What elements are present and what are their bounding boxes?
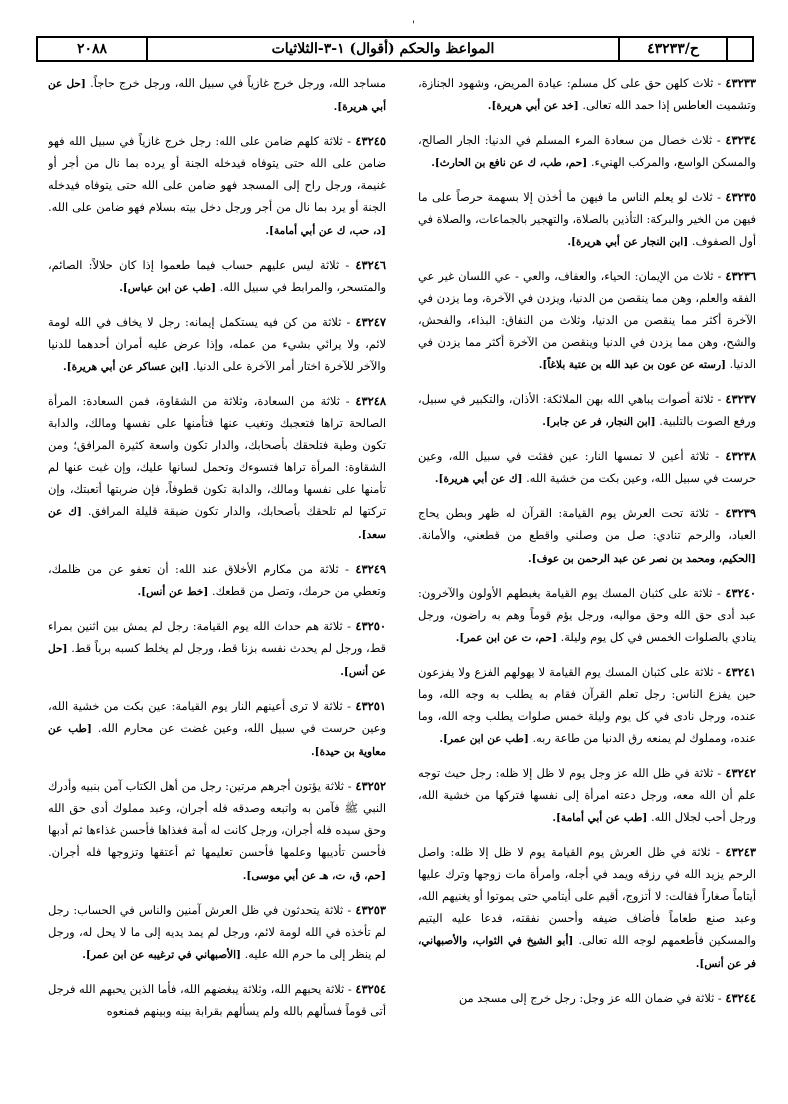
hadith-source: [ابن عساكر عن أبي هريرة]. [62,361,193,373]
hadith-number: ٤٣٢٥٠ [355,619,386,633]
hadith-source: [طب عن ابن عباس]. [119,282,220,294]
hadith-entry [48,558,386,603]
hadith-text: - ثلاثة في ظل الله عز وجل يوم لا ظل إلا ظله: رجل حيث توجه علم أن الله معه، ورجل دعته امرأة إلى نفسها فتركها من خشية الله، ورجل أحب لجلال الله. [418,766,756,824]
hadith-number: ٤٣٢٤٧ [355,315,386,329]
hadith-number: ٤٣٢٣٣ [725,76,756,90]
hadith-entry [418,388,756,433]
hadith-range: ح/٤٣٢٣٣ [620,38,728,60]
hadith-entry [48,390,386,546]
hadith-text: - ثلاث لو يعلم الناس ما فيهن ما أخذن إلا بسهمة حرصاً على ما فيهن من الخير والبركة: التأذين بالصلاة، والتهجير بالجماعات، والصلاة في أول الصفوف. [418,190,756,248]
hadith-source: [طب عن معاوية بن حيدة]. [48,723,386,758]
hadith-entry [48,130,386,242]
page-mark: ' [412,20,415,31]
hadith-number: ٤٣٢٤٥ [355,134,386,148]
hadith-source: [حم، ق، ت، هـ عن أبي موسى]. [242,870,386,882]
hadith-number: ٤٣٢٣٩ [725,506,756,520]
hadith-entry [418,987,756,1009]
hadith-source: [الحكيم، ومحمد بن نصر عن عبد الرحمن بن عوف]. [527,553,756,565]
hadith-entry [418,72,756,117]
hadith-entry [418,186,756,253]
page-number: ٢٠٨٨ [38,38,148,60]
hadith-text: - ثلاثة أعين لا تمسها النار: عين فقئت في سبيل الله، وعين حرست في سبيل الله، وعين بكت من خشية الله. [418,449,756,485]
hadith-number: ٤٣٢٥٢ [355,779,386,793]
hadith-source: [حم، طب، ك عن نافع بن الحارث]. [431,157,591,169]
hadith-number: ٤٣٢٤٣ [725,845,756,859]
hadith-text: - ثلاثة يتحدثون في ظل العرش آمنين والناس في الحساب: رجل لم تأخذه في الله لومة لائم، ورجل لم يمد يديه إلى ما لا يحل له، ورجل لم ينظر إلى ما حرم الله عليه. [48,903,386,961]
hadith-source: [طب عن ابن عمر]. [439,733,533,745]
hadith-number: ٤٣٢٣٥ [725,190,756,204]
hadith-number: ٤٣٢٥٤ [355,982,386,996]
hadith-text: - ثلاثة يحبهم الله، وثلاثة يبغضهم الله، فأما الذين يحبهم الله فرجل أتى قوماً فسألهم بالله ولم يسألهم بقرابة بينه وبينهم فمنعوه [48,982,386,1018]
hadith-source: [الأصبهاني في ترغيبه عن ابن عمر]. [82,949,245,961]
page-header [36,36,754,62]
hadith-entry [48,254,386,299]
running-title: المواعظ والحكم (أقوال) ١-٣-الثلاثيات [148,38,620,60]
hadith-number: ٤٣٢٥١ [355,699,386,713]
hadith-source: [حم، ت عن ابن عمر]. [455,632,561,644]
right-column [418,72,756,1087]
hadith-entry [418,265,756,376]
hadith-text: - ثلاثة هم حداث الله يوم القيامة: رجل لم يمش بين اثنين بمراء قط، ورجل لم يحدث نفسه بزنا قط، ورجل لم يخلط كسبه برباً قط. [48,619,386,655]
hadith-number: ٤٣٢٣٧ [725,392,756,406]
hadith-text: - ثلاثة ليس عليهم حساب فيما طعموا إذا كان حلالاً: الصائم، والمتسحر، والمرابط في سبيل الله. [48,258,386,294]
hadith-source: [خط عن أنس]. [137,586,212,598]
hadith-text: - ثلاث خصال من سعادة المرء المسلم في الدنيا: الجار الصالح، والمسكن الواسع، والمركب الهنيء. [418,133,756,169]
hadith-number: ٤٣٢٤٨ [355,394,386,408]
hadith-source: [ك عن سعد]. [48,506,386,541]
hadith-text: - ثلاثة أصوات يباهي الله بهن الملائكة: الأذان، والتكبير في سبيل، ورفع الصوت بالتلبية. [418,392,756,428]
hadith-entry [48,899,386,966]
hadith-source: [حل عن أنس]. [48,643,386,678]
hadith-source: [ابن النجار عن أبي هريرة]. [567,236,692,248]
hadith-text: - ثلاثة من السعادة، وثلاثة من الشقاوة، فمن السعادة: المرأة الصالحة تراها فتعجبك وتغيب عنها فتأمنها على نفسها ومالك، والدابة تكون وطية فتلحقك بأصحابك، والدار تكون واسعة كثيرة المرافق؛ ومن الشقاوة: المرأة تراها فتسوءك وتحمل لسانها عليك، وإن غبت عنها لم تأمنها على نفسها ومالك، والدابة تكون قطوفاً، فإن ضربتها أتعبتك، وإن تركتها لم تلحقك بأصحابك، والدار تكون ضيقة قليلة المرافق. [48,394,386,518]
hadith-number: ٤٣٢٤٦ [355,258,386,272]
hadith-entry [418,841,756,975]
hadith-source: [ابن النجار، فر عن جابر]. [542,416,660,428]
hadith-text: مساجد الله، ورجل خرج غازياً في سبيل الله، ورجل خرج حاجاً. [90,76,386,90]
header-blank-cell [728,38,752,60]
hadith-text: - ثلاثة من كن فيه يستكمل إيمانه: رجل لا يخاف في الله لومة لائم، ولا يرائي بشيء من عمله، وإذا عرض عليه أمران أحدهما للدنيا والآخر للآخرة اختار أمر الآخرة على الدنيا. [48,315,386,373]
hadith-text: - ثلاثة لا ترى أعينهم النار يوم القيامة: عين بكت من خشية الله، وعين حرست في سبيل الله، وعين غضت عن محارم الله. [48,699,386,735]
hadith-entry [48,615,386,683]
hadith-text: - ثلاث من الإيمان: الحياء، والعفاف، والعي - عي اللسان غير عي الفقه والعلم، وهن مما ينقصن من الدنيا، ويزدن في الآخرة، وما يزدن في الآخرة أكثر مما ينقصن من الدنيا، وثلاث من النفاق: البذاء، والفحش، والشح، وهن مما يزدن في الدنيا وينقصن من الآخرة أكثر مما يزدن في الدنيا. [418,269,756,371]
hadith-entry [48,775,386,887]
hadith-entry [418,129,756,174]
hadith-number: ٤٣٢٣٤ [725,133,756,147]
hadith-entry [418,762,756,829]
hadith-text: - ثلاثة تحت العرش يوم القيامة: القرآن له ظهر وبطن يحاج العباد، والرحم تنادي: صل من وصلني واقطع من قطعني، والأمانة. [418,506,756,542]
hadith-number: ٤٣٢٤٩ [355,562,386,576]
hadith-text: - ثلاثة يؤتون أجرهم مرتين: رجل من أهل الكتاب آمن بنبيه وأدرك النبي ﷺ فآمن به واتبعه وصدقه فله أجران، وعبد مملوك أدى حق الله وحق سيده فله أجران، ورجل كانت له أمة فغذاها فأحسن غذاءها ثم أدبها فأحسن تأديبها وعلمها فأحسن تعليمها ثم أعتقها وتزوجها فله أجران. [48,779,386,859]
hadith-number: ٤٣٢٣٦ [725,269,756,283]
hadith-entry [48,695,386,763]
hadith-number: ٤٣٢٤٠ [725,586,756,600]
hadith-source: [حل عن أبي هريرة]. [48,78,386,113]
hadith-entry [418,445,756,490]
hadith-entry [418,502,756,570]
hadith-number: ٤٣٢٣٨ [725,449,756,463]
hadith-text: - ثلاث كلهن حق على كل مسلم: عيادة المريض، وشهود الجنازة، وتشميت العاطس إذا حمد الله تعالى. [418,76,756,112]
hadith-source: [خد عن أبي هريرة]. [487,100,583,112]
hadith-number: ٤٣٢٤٢ [725,766,756,780]
hadith-text: - ثلاثة على كثبان المسك يوم القيامة لا يهولهم الفزع ولا يفزعون حين يفزع الناس: رجل تعلم القرآن فقام به يطلب به وجه الله، وما عنده، ورجل نادى في كل يوم وليلة خمس صلوات يطلب وجه الله، وما عنده، ومملوك لم يمنعه رق الدنيا من طاعة ربه. [418,665,756,745]
hadith-entry [418,582,756,649]
hadith-entry [48,72,386,118]
hadith-source: [د، حب، ك عن أبي أمامة]. [265,225,386,237]
hadith-text: - ثلاثة على كثبان المسك يوم القيامة يغبطهم الأولون والآخرون: عبد أدى حق الله وحق مواليه، ورجل يؤم قوماً وهم به راضون، ورجل ينادي بالصلوات الخمس في كل يوم وليلة. [418,586,756,644]
left-column [48,72,386,1087]
hadith-source: [طب عن أبي أمامة]. [552,812,652,824]
hadith-text: - ثلاثة في ظل العرش يوم القيامة يوم لا ظل إلا ظله: واصل الرحم يزيد الله في رزقه ويمد في أجله، وامرأة مات زوجها وترك عليها أيتاماً صغاراً فقالت: لا أتزوج، أقيم على أيتامي حتى يموتوا أو يغنيهم الله، وعبد صنع طعاماً فأضاف ضيفه وأحسن نفقته، فدعا عليه اليتيم والمسكين فأطعمهم لوجه الله تعالى. [418,845,756,947]
hadith-entry [48,311,386,378]
hadith-number: ٤٣٢٥٣ [355,903,386,917]
hadith-text: - ثلاثة من مكارم الأخلاق عند الله: أن تعفو عن من ظلمك، وتعطي من حرمك، وتصل من قطعك. [48,562,386,598]
hadith-source: [أبو الشيخ في الثواب، والأصبهاني، فر عن أنس]. [418,935,756,970]
hadith-source: [رسته عن عون بن عبد الله بن عتبة بلاغاً]. [538,359,730,371]
hadith-entry [418,661,756,750]
hadith-text: - ثلاثة في ضمان الله عز وجل: رجل خرج إلى مسجد من [458,991,726,1005]
hadith-number: ٤٣٢٤١ [725,665,756,679]
hadith-text: - ثلاثة كلهم ضامن على الله: رجل خرج غازياً في سبيل الله فهو ضامن على الله حتى يتوفاه فيدخله الجنة أو يرده بما نال من أجر أو غنيمة، ورجل راح إلى المسجد فهو ضامن على الله حتى يتوفاه فيدخله الجنة أو يرد بما نال من أجر ورجل دخل بيته بسلام فهو ضامن على الله. [48,134,386,214]
hadith-entry [48,978,386,1022]
hadith-source: [ك عن أبي هريرة]. [434,473,527,485]
hadith-number: ٤٣٢٤٤ [725,991,756,1005]
